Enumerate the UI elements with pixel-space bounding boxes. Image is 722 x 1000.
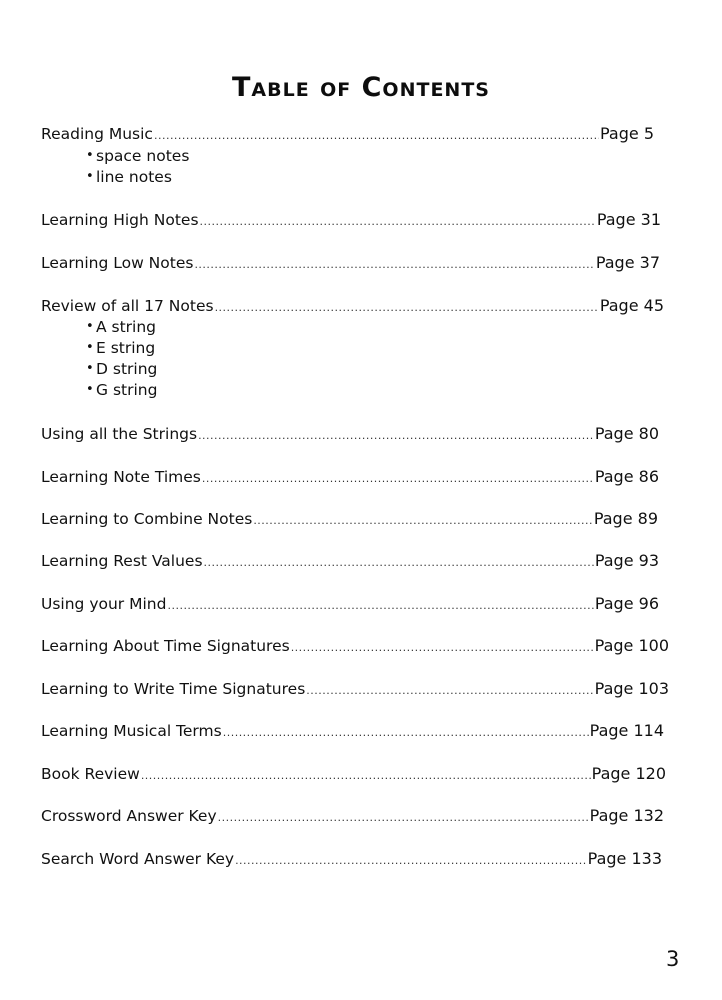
toc-subitem [86, 318, 156, 336]
bullet-icon: • [86, 361, 94, 376]
subitem-label: D string [96, 360, 158, 378]
dot-leader [194, 258, 594, 271]
dot-leader [202, 472, 594, 485]
toc-entry-using-your-mind [41, 594, 659, 616]
toc-entry-review-17-notes [41, 296, 664, 318]
toc-entry-note-times [41, 467, 659, 489]
entry-page: Page 120 [591, 764, 666, 783]
entry-page: Page 31 [596, 210, 661, 229]
toc-entry-write-time-signatures [41, 679, 669, 701]
bullet-icon: • [86, 319, 94, 334]
entry-label: Learning Note Times [41, 468, 201, 486]
dot-leader [141, 769, 591, 782]
toc-subitem [86, 381, 157, 399]
entry-page: Page 37 [595, 253, 660, 272]
subitem-label: line notes [96, 168, 172, 186]
entry-label: Reading Music [41, 125, 153, 143]
toc-subitem [86, 360, 157, 378]
toc-entry-high-notes [41, 210, 661, 232]
dot-leader [306, 684, 593, 697]
entry-label: Learning to Combine Notes [41, 510, 253, 528]
toc-entry-book-review [41, 764, 666, 786]
subitem-label: A string [96, 318, 157, 336]
bullet-icon: • [86, 148, 94, 163]
entry-label: Using your Mind [41, 595, 167, 613]
dot-leader [167, 599, 593, 612]
entry-label: Learning to Write Time Signatures [41, 680, 306, 698]
dot-leader [154, 129, 599, 142]
entry-page: Page 45 [599, 296, 664, 315]
dot-leader [253, 514, 593, 527]
dot-leader [200, 215, 596, 228]
toc-entry-rest-values [41, 551, 659, 573]
dot-leader [204, 556, 594, 569]
entry-page: Page 103 [594, 679, 669, 698]
toc-entry-search-word-answer-key [41, 849, 662, 871]
subitem-label: space notes [96, 147, 190, 165]
toc-entry-reading-music [41, 124, 654, 146]
entry-page: Page 93 [594, 551, 659, 570]
dot-leader [223, 726, 589, 739]
page-number: 3 [666, 947, 680, 971]
dot-leader [198, 429, 594, 442]
toc-subitem [86, 339, 155, 357]
bullet-icon: • [86, 382, 94, 397]
entry-page: Page 114 [589, 721, 664, 740]
toc-entry-musical-terms [41, 721, 664, 743]
dot-leader [291, 641, 594, 654]
page-title: Table of Contents [232, 72, 490, 103]
toc-subitem [86, 168, 172, 186]
toc-entry-low-notes [41, 253, 660, 275]
entry-page: Page 132 [589, 806, 664, 825]
bullet-icon: • [86, 169, 94, 184]
entry-label: Review of all 17 Notes [41, 297, 214, 315]
entry-label: Crossword Answer Key [41, 807, 217, 825]
entry-page: Page 133 [587, 849, 662, 868]
entry-page: Page 86 [594, 467, 659, 486]
toc-entry-crossword-answer-key [41, 806, 664, 828]
toc-entry-combine-notes [41, 509, 658, 531]
entry-label: Search Word Answer Key [41, 850, 235, 868]
entry-page: Page 89 [593, 509, 658, 528]
subitem-label: E string [96, 339, 156, 357]
dot-leader [215, 301, 599, 314]
entry-label: Learning About Time Signatures [41, 637, 290, 655]
toc-entry-using-all-strings [41, 424, 659, 446]
entry-page: Page 96 [594, 594, 659, 613]
entry-page: Page 100 [594, 636, 669, 655]
entry-label: Learning Low Notes [41, 254, 194, 272]
entry-label: Learning Rest Values [41, 552, 203, 570]
entry-label: Learning Musical Terms [41, 722, 222, 740]
dot-leader [218, 811, 589, 824]
subitem-label: G string [96, 381, 158, 399]
entry-label: Learning High Notes [41, 211, 199, 229]
dot-leader [235, 854, 587, 867]
entry-page: Page 80 [594, 424, 659, 443]
entry-page: Page 5 [600, 124, 654, 143]
bullet-icon: • [86, 340, 94, 355]
toc-subitem [86, 147, 189, 165]
entry-label: Using all the Strings [41, 425, 198, 443]
entry-label: Book Review [41, 765, 140, 783]
toc-entry-about-time-signatures [41, 636, 669, 658]
